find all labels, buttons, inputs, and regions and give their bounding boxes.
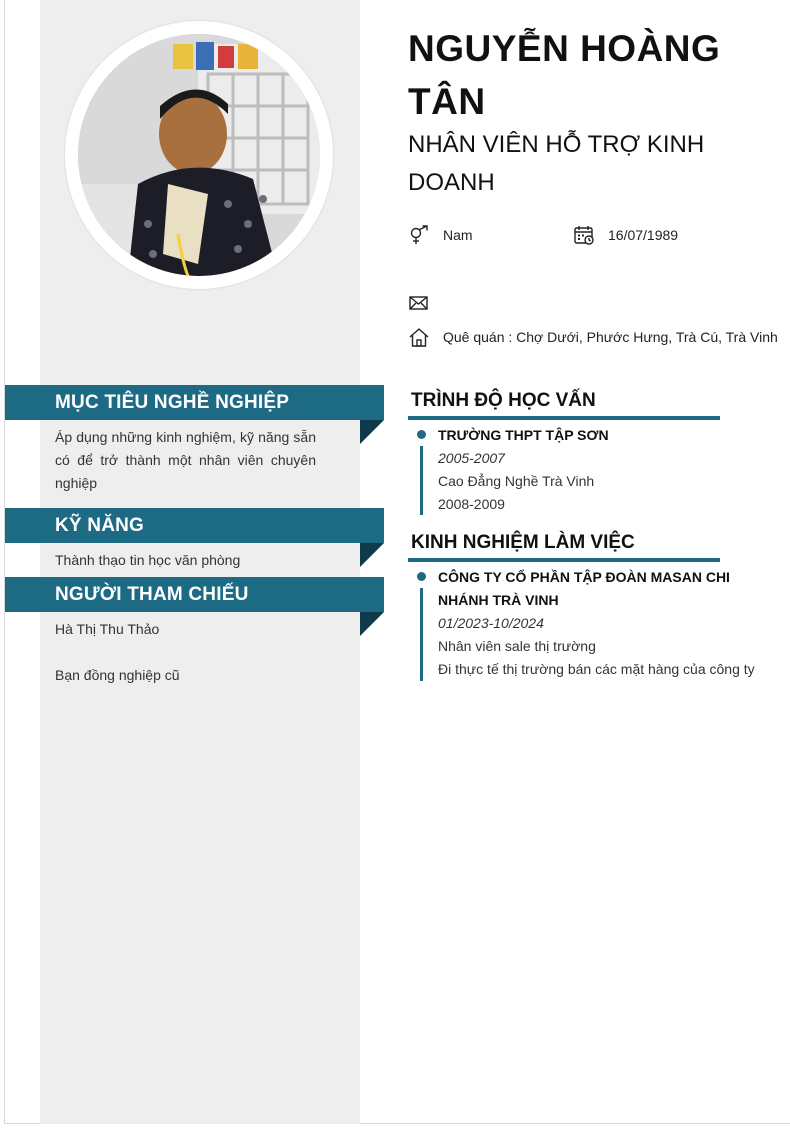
home-icon (408, 326, 430, 348)
education-heading: TRÌNH ĐỘ HỌC VẤN (411, 390, 596, 411)
education-line-2: 2008-2009 (438, 496, 505, 512)
education-underline (408, 416, 720, 420)
reference-name: Hà Thị Thu Thảo (55, 621, 160, 637)
job-title: NHÂN VIÊN HỖ TRỢ KINH DOANH (408, 131, 705, 196)
skills-heading: KỸ NĂNG (5, 508, 384, 543)
education-line-1: Cao Đẳng Nghề Trà Vinh (438, 473, 595, 489)
email-row (408, 292, 443, 314)
gender-value: Nam (443, 227, 473, 243)
references-fold (360, 612, 384, 636)
calendar-icon (573, 224, 595, 246)
objective-heading: MỤC TIÊU NGHỀ NGHIỆP (5, 385, 384, 420)
experience-company: CÔNG TY CỔ PHẦN TẬP ĐOÀN MASAN CHI NHÁNH TRÀ VINH (438, 569, 730, 608)
hometown-row (408, 326, 778, 348)
experience-underline (408, 558, 720, 562)
gender-row (408, 224, 473, 246)
education-timeline-dot (417, 430, 426, 439)
education-timeline-bar (420, 446, 423, 515)
hometown-value: Quê quán : Chợ Dưới, Phước Hưng, Trà Cú, Trà Vinh (443, 329, 778, 345)
objective-text: Áp dụng những kinh nghiệm, kỹ năng sẵn có để trở thành một nhân viên chuyên nghiệp (55, 429, 316, 491)
experience-timeline-bar (420, 588, 423, 681)
avatar-frame (65, 21, 333, 289)
birthdate-row (573, 224, 678, 246)
experience-description: Đi thực tế thị trường bán các mặt hàng của công ty (438, 661, 755, 677)
candidate-name: NGUYỄN HOÀNG TÂN (408, 28, 721, 122)
avatar (78, 34, 320, 276)
experience-period: 01/2023-10/2024 (438, 615, 544, 631)
experience-heading: KINH NGHIỆM LÀM VIỆC (411, 532, 635, 553)
skills-text: Thành thạo tin học văn phòng (55, 552, 241, 568)
objective-fold (360, 420, 384, 444)
references-heading: NGƯỜI THAM CHIẾU (5, 577, 384, 612)
reference-relation: Bạn đồng nghiệp cũ (55, 667, 180, 683)
gender-icon (408, 224, 430, 246)
experience-position: Nhân viên sale thị trường (438, 638, 596, 654)
education-period: 2005-2007 (438, 450, 505, 466)
skills-fold (360, 543, 384, 567)
education-school: TRƯỜNG THPT TẬP SƠN (438, 427, 609, 443)
birthdate-value: 16/07/1989 (608, 227, 679, 243)
envelope-icon (408, 292, 430, 314)
experience-timeline-dot (417, 572, 426, 581)
